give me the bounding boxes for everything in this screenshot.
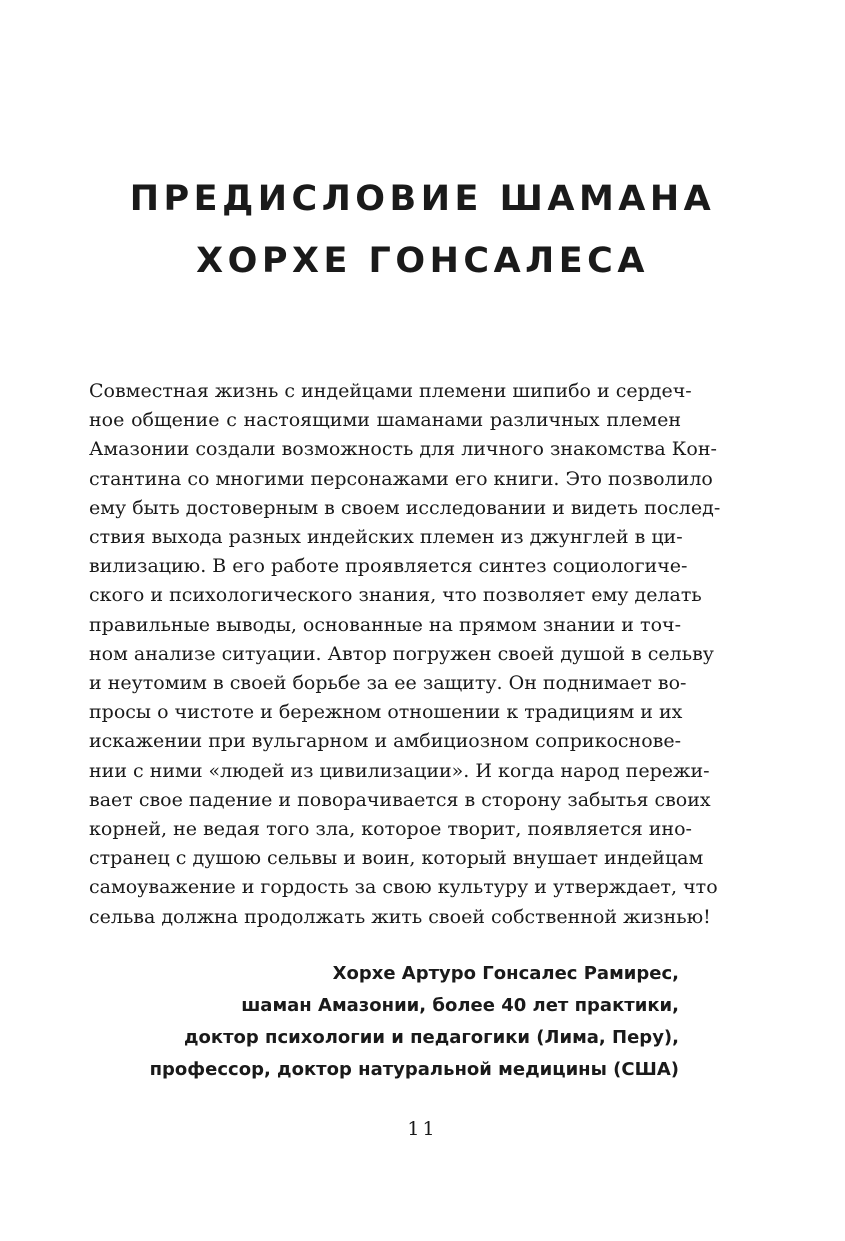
- body-line: корней, не ведая того зла, которое творит, появляется ино-: [89, 818, 692, 841]
- page-number: 11: [407, 1118, 438, 1140]
- body-paragraph: [89, 377, 721, 932]
- chapter-title: [0, 168, 845, 292]
- body-line: самоуважение и гордость за свою культуру и утверждает, что: [89, 876, 718, 899]
- body-line: ном анализе ситуации. Автор погружен своей душой в сельву: [89, 642, 714, 665]
- body-line: просы о чистоте и бережном отношении к традициям и их: [89, 701, 683, 724]
- body-line: ствия выхода разных индейских племен из джунглей в ци-: [89, 526, 683, 549]
- body-line: странец с душою сельвы и воин, который внушает индейцам: [89, 847, 704, 870]
- body-line: сельва должна продолжать жить своей собственной жизнью!: [89, 905, 711, 928]
- body-line: стантина со многими персонажами его книги. Это позволило: [89, 467, 713, 490]
- body-line: Амазонии создали возможность для личного знакомства Кон-: [89, 438, 717, 461]
- body-line: вает свое падение и поворачивается в сторону забытья своих: [89, 788, 711, 811]
- body-line: искажении при вульгарном и амбициозном соприкоснове-: [89, 730, 681, 753]
- signature-title: профессор, доктор натуральной медицины (США): [149, 1059, 679, 1080]
- body-line: вилизацию. В его работе проявляется синтез социологиче-: [89, 555, 688, 578]
- chapter-title-line-2: ХОРХЕ ГОНСАЛЕСА: [196, 241, 649, 281]
- signature-degree: доктор психологии и педагогики (Лима, Перу),: [183, 1027, 679, 1048]
- chapter-title-line-1: ПРЕДИСЛОВИЕ ШАМАНА: [129, 179, 716, 219]
- body-line: Совместная жизнь с индейцами племени шипибо и сердеч-: [89, 380, 692, 402]
- author-signature: [150, 958, 679, 1086]
- signature-role: шаман Амазонии, более 40 лет практики,: [241, 995, 679, 1016]
- body-line: ского и психологического знания, что позволяет ему делать: [89, 584, 702, 607]
- signature-name: Хорхе Артуро Гонсалес Рамирес,: [332, 963, 679, 984]
- body-line: правильные выводы, основанные на прямом знании и точ-: [89, 613, 681, 636]
- body-line: и неутомим в своей борьбе за ее защиту. Он поднимает во-: [89, 672, 687, 695]
- body-line: ему быть достоверным в своем исследовании и видеть послед-: [89, 496, 721, 519]
- body-line: ное общение с настоящими шаманами различных племен: [89, 409, 681, 432]
- body-line: нии с ними «людей из цивилизации». И когда народ пережи-: [89, 759, 710, 782]
